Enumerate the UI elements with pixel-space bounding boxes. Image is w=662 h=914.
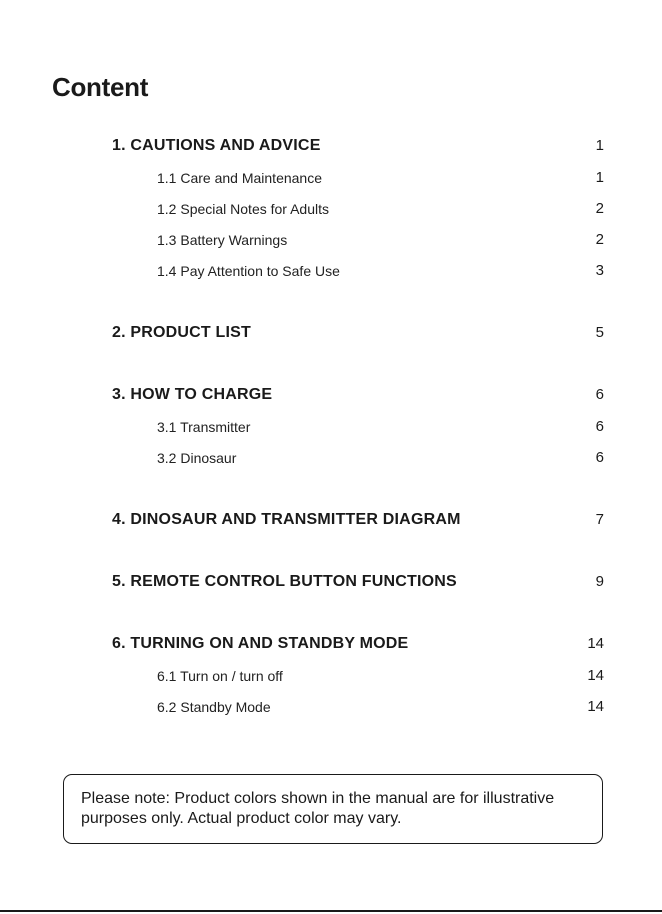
toc-page-number: 5 — [595, 324, 604, 341]
toc-section-how-to-charge — [0, 383, 662, 407]
toc-entry-label: 2. PRODUCT LIST — [112, 324, 252, 341]
toc-page-number: 2 — [595, 200, 604, 217]
toc-subsection-special-notes-for-adults — [0, 197, 662, 221]
toc-page-number: 14 — [587, 667, 604, 684]
toc-entry-label: 6. TURNING ON AND STANDBY MODE — [112, 635, 409, 652]
toc-page-number: 1 — [595, 169, 604, 186]
bottom-divider — [0, 910, 662, 912]
toc-entry-label: 1.2 Special Notes for Adults — [157, 201, 329, 217]
toc-page-number: 6 — [595, 418, 604, 435]
toc-entry-label: 6.2 Standby Mode — [157, 699, 271, 715]
note-text: Please note: Product colors shown in the manual are for illustrative purposes only. Actual product color may vary. — [81, 790, 555, 827]
toc-page-number: 1 — [595, 137, 604, 154]
toc-section-cautions-and-advice — [0, 134, 662, 158]
toc-page-number: 7 — [595, 511, 604, 528]
toc-page-number: 9 — [595, 573, 604, 590]
toc-section-product-list — [0, 321, 662, 345]
toc-subsection-care-and-maintenance — [0, 166, 662, 190]
toc-section-button-functions — [0, 570, 662, 594]
toc-page-number: 2 — [595, 231, 604, 248]
toc-subsection-standby-mode — [0, 695, 662, 719]
toc-page-number: 14 — [587, 635, 604, 652]
toc-entry-label: 1.3 Battery Warnings — [157, 232, 288, 248]
toc-entry-label: 1.1 Care and Maintenance — [157, 170, 322, 186]
toc-page-number: 6 — [595, 449, 604, 466]
toc-subsection-turn-on-off — [0, 664, 662, 688]
toc-entry-label: 1.4 Pay Attention to Safe Use — [157, 263, 340, 279]
toc-entry-label: 4. DINOSAUR AND TRANSMITTER DIAGRAM — [112, 511, 461, 528]
toc-subsection-dinosaur — [0, 446, 662, 470]
toc-entry-label: 3. HOW TO CHARGE — [112, 386, 273, 403]
toc-subsection-transmitter — [0, 415, 662, 439]
toc-entry-label: 6.1 Turn on / turn off — [157, 668, 283, 684]
toc-page-number: 6 — [595, 386, 604, 403]
note-box — [63, 774, 603, 844]
toc-section-diagram — [0, 508, 662, 532]
toc-subsection-battery-warnings — [0, 228, 662, 252]
page-title: Content — [52, 72, 149, 102]
toc-entry-label: 5. REMOTE CONTROL BUTTON FUNCTIONS — [112, 573, 457, 590]
toc-page-number: 14 — [587, 698, 604, 715]
toc-section-turning-on-and-standby — [0, 632, 662, 656]
toc-subsection-safe-use — [0, 259, 662, 283]
toc-entry-label: 1. CAUTIONS AND ADVICE — [112, 137, 321, 154]
toc-entry-label: 3.1 Transmitter — [157, 419, 251, 435]
toc-page-number: 3 — [595, 262, 604, 279]
toc-entry-label: 3.2 Dinosaur — [157, 450, 237, 466]
